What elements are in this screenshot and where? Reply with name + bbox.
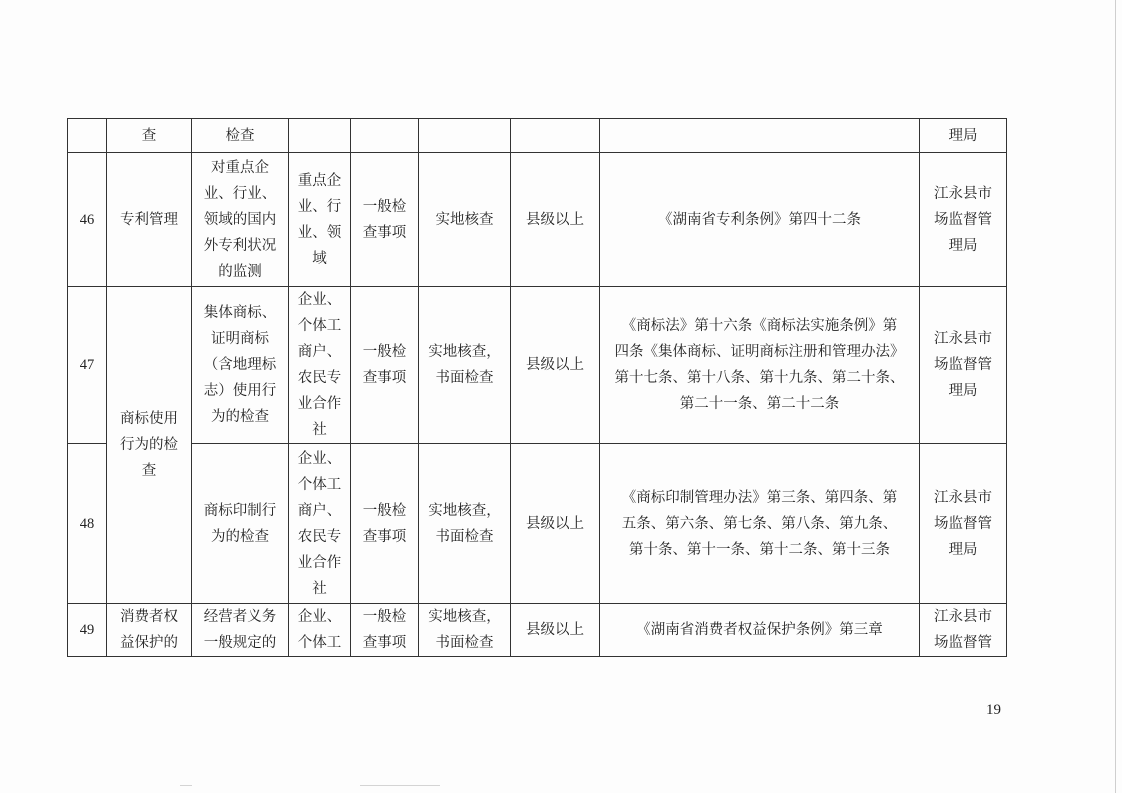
table-row xyxy=(68,287,1007,444)
header-cell-agency: 理局 xyxy=(920,119,1007,153)
header-cell-basis xyxy=(600,119,920,153)
row-object: 企业、 个体工 商户、 农民专 业合作 社 xyxy=(289,444,351,604)
table-row xyxy=(68,604,1007,657)
row-object: 重点企 业、行 业、领 域 xyxy=(289,153,351,287)
scan-mark xyxy=(180,785,192,786)
row-level: 县级以上 xyxy=(511,287,600,444)
row-agency: 江永县市 场监督管 理局 xyxy=(920,287,1007,444)
row-agency: 江永县市 场监督管 理局 xyxy=(920,153,1007,287)
row-content: 对重点企 业、行业、 领域的国内 外专利状况 的监测 xyxy=(192,153,289,287)
page-number: 19 xyxy=(986,702,1001,718)
row-object: 企业、 个体工 xyxy=(289,604,351,657)
header-cell-level xyxy=(511,119,600,153)
inspection-items-table xyxy=(67,118,1007,657)
row-number: 46 xyxy=(68,153,107,287)
row-item: 专利管理 xyxy=(107,153,192,287)
row-basis: 《湖南省专利条例》第四十二条 xyxy=(600,153,920,287)
row-category: 一般检 查事项 xyxy=(351,444,419,604)
row-category: 一般检 查事项 xyxy=(351,287,419,444)
row-basis: 《湖南省消费者权益保护条例》第三章 xyxy=(600,604,920,657)
row-content: 集体商标、 证明商标 （含地理标 志）使用行 为的检查 xyxy=(192,287,289,444)
row-agency: 江永县市 场监督管 xyxy=(920,604,1007,657)
row-method: 实地核查， 书面检查 xyxy=(419,604,511,657)
row-number: 49 xyxy=(68,604,107,657)
header-cell-category xyxy=(351,119,419,153)
scan-mark xyxy=(360,785,440,786)
header-cell-number xyxy=(68,119,107,153)
row-object: 企业、 个体工 商户、 农民专 业合作 社 xyxy=(289,287,351,444)
header-cell-method xyxy=(419,119,511,153)
row-content: 商标印制行 为的检查 xyxy=(192,444,289,604)
row-method: 实地核查 xyxy=(419,153,511,287)
table-header-row xyxy=(68,119,1007,153)
row-method: 实地核查， 书面检查 xyxy=(419,287,511,444)
row-basis: 《商标印制管理办法》第三条、第四条、第 五条、第六条、第七条、第八条、第九条、 第十条、第十一条、第十二条、第十三条 xyxy=(600,444,920,604)
row-agency: 江永县市 场监督管 理局 xyxy=(920,444,1007,604)
row-level: 县级以上 xyxy=(511,153,600,287)
header-cell-content: 检查 xyxy=(192,119,289,153)
row-item: 消费者权 益保护的 xyxy=(107,604,192,657)
row-level: 县级以上 xyxy=(511,604,600,657)
header-cell-item: 查 xyxy=(107,119,192,153)
scan-edge-line xyxy=(1115,0,1116,793)
row-basis: 《商标法》第十六条《商标法实施条例》第 四条《集体商标、证明商标注册和管理办法》 第十七条、第十八条、第十九条、第二十条、 第二十一条、第二十二条 xyxy=(600,287,920,444)
table-row xyxy=(68,153,1007,287)
row-category: 一般检 查事项 xyxy=(351,153,419,287)
table-row xyxy=(68,444,1007,604)
row-method: 实地核查， 书面检查 xyxy=(419,444,511,604)
row-number: 48 xyxy=(68,444,107,604)
row-category: 一般检 查事项 xyxy=(351,604,419,657)
header-cell-object xyxy=(289,119,351,153)
row-item-merged: 商标使用 行为的检 查 xyxy=(107,287,192,604)
row-level: 县级以上 xyxy=(511,444,600,604)
row-content: 经营者义务 一般规定的 xyxy=(192,604,289,657)
row-number: 47 xyxy=(68,287,107,444)
